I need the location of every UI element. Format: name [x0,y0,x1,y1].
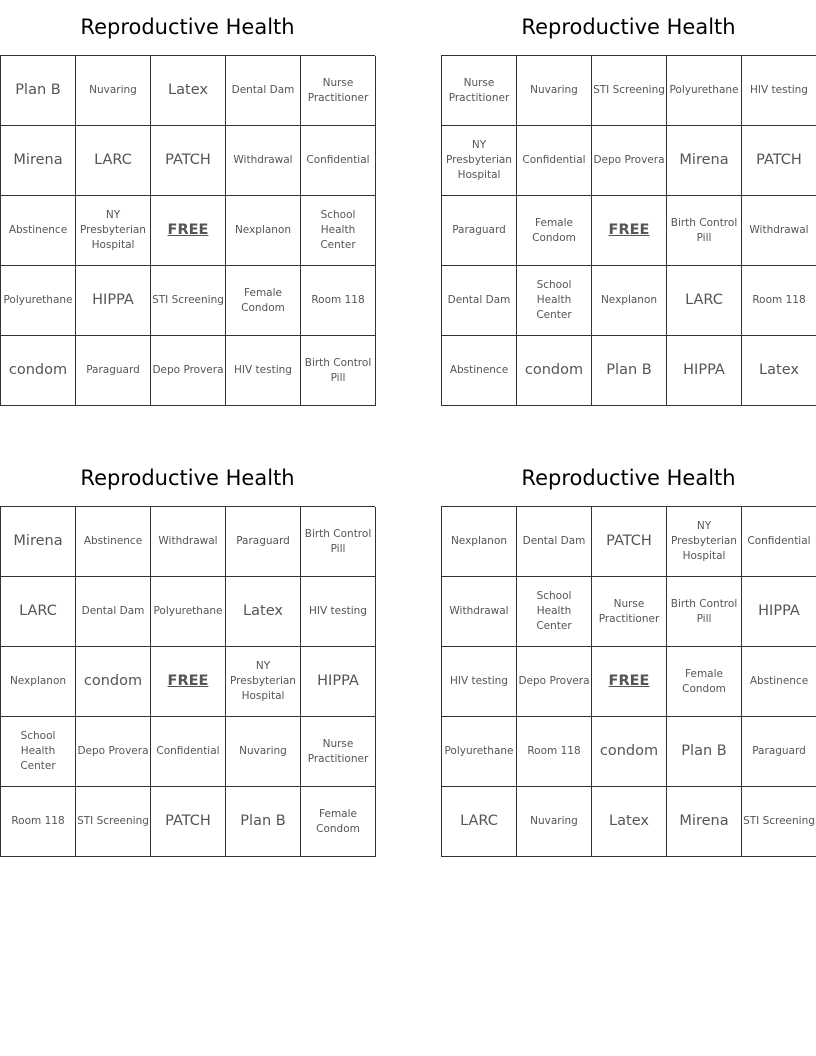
bingo-cell: Female Condom [517,196,592,266]
bingo-cell: Birth Control Pill [667,196,742,266]
bingo-cell: Plan B [226,787,301,857]
bingo-cell: Depo Provera [76,717,151,787]
bingo-cell: PATCH [151,126,226,196]
bingo-cell: PATCH [592,507,667,577]
bingo-cell: Latex [151,56,226,126]
bingo-cell: Confidential [301,126,376,196]
bingo-cell: Plan B [1,56,76,126]
bingo-cell: Paraguard [742,717,816,787]
bingo-cell: Polyurethane [667,56,742,126]
bingo-cell: Room 118 [301,266,376,336]
bingo-card-3 [0,451,375,857]
bingo-cell: Nexplanon [226,196,301,266]
bingo-cell: Mirena [1,507,76,577]
bingo-cell: STI Screening [151,266,226,336]
card-title: Reproductive Health [80,15,295,39]
bingo-cell: Nexplanon [442,507,517,577]
bingo-cell: Nurse Practitioner [301,56,376,126]
bingo-cell: Polyurethane [442,717,517,787]
card-title: Reproductive Health [80,466,295,490]
bingo-cell: STI Screening [76,787,151,857]
bingo-cell: Withdrawal [742,196,816,266]
bingo-cell: HIPPA [301,647,376,717]
bingo-cell: Abstinence [1,196,76,266]
card-title: Reproductive Health [521,15,736,39]
bingo-cell: STI Screening [742,787,816,857]
bingo-cell: Nurse Practitioner [592,577,667,647]
bingo-cell: Nuvaring [517,56,592,126]
bingo-cell: Dental Dam [226,56,301,126]
bingo-cell: Depo Provera [517,647,592,717]
card-title: Reproductive Health [521,466,736,490]
bingo-cell: Mirena [1,126,76,196]
bingo-cell: Female Condom [301,787,376,857]
bingo-cell: Nurse Practitioner [301,717,376,787]
bingo-cell: Nurse Practitioner [442,56,517,126]
bingo-cell: School Health Center [517,577,592,647]
bingo-cell: Birth Control Pill [301,507,376,577]
bingo-card-4 [441,451,816,857]
bingo-cell: Paraguard [226,507,301,577]
bingo-cell: HIV testing [742,56,816,126]
bingo-grid [441,506,816,857]
bingo-cell: Latex [742,336,816,406]
bingo-cell: condom [517,336,592,406]
bingo-cell: HIV testing [226,336,301,406]
free-space-cell: FREE [151,647,226,717]
bingo-cell: Dental Dam [76,577,151,647]
bingo-cell: HIPPA [742,577,816,647]
bingo-cell: NY Presbyterian Hospital [667,507,742,577]
bingo-cell: Latex [592,787,667,857]
bingo-cell: Nexplanon [1,647,76,717]
bingo-cell: Abstinence [76,507,151,577]
bingo-cell: NY Presbyterian Hospital [76,196,151,266]
bingo-cell: Abstinence [442,336,517,406]
bingo-cell: PATCH [151,787,226,857]
bingo-cell: Birth Control Pill [667,577,742,647]
bingo-cell: STI Screening [592,56,667,126]
bingo-cell: HIV testing [301,577,376,647]
bingo-card-1 [0,0,375,406]
bingo-cell: Paraguard [442,196,517,266]
bingo-cell: Depo Provera [151,336,226,406]
bingo-cell: Birth Control Pill [301,336,376,406]
bingo-cell: PATCH [742,126,816,196]
free-space-cell: FREE [151,196,226,266]
bingo-grid [441,55,816,406]
bingo-cell: condom [76,647,151,717]
bingo-cell: School Health Center [1,717,76,787]
bingo-cell: HIV testing [442,647,517,717]
bingo-grid [0,55,375,406]
bingo-cell: Nuvaring [76,56,151,126]
bingo-cell: Nuvaring [517,787,592,857]
bingo-cell: Paraguard [76,336,151,406]
bingo-cell: Withdrawal [151,507,226,577]
bingo-cell: LARC [76,126,151,196]
bingo-cell: Dental Dam [442,266,517,336]
bingo-cell: Nexplanon [592,266,667,336]
bingo-grid [0,506,375,857]
bingo-cell: LARC [667,266,742,336]
bingo-cell: Mirena [667,126,742,196]
bingo-cell: Latex [226,577,301,647]
bingo-cell: Room 118 [742,266,816,336]
bingo-cell: Abstinence [742,647,816,717]
bingo-cell: LARC [1,577,76,647]
bingo-cell: condom [1,336,76,406]
free-space-cell: FREE [592,196,667,266]
bingo-cell: Confidential [517,126,592,196]
bingo-card-2 [441,0,816,406]
bingo-cell: Polyurethane [1,266,76,336]
bingo-cell: Depo Provera [592,126,667,196]
bingo-cell: School Health Center [301,196,376,266]
bingo-cell: Confidential [742,507,816,577]
bingo-cell: Withdrawal [442,577,517,647]
bingo-cell: Plan B [592,336,667,406]
bingo-cell: condom [592,717,667,787]
bingo-cell: Room 118 [517,717,592,787]
bingo-cell: Mirena [667,787,742,857]
free-space-cell: FREE [592,647,667,717]
bingo-cell: Withdrawal [226,126,301,196]
bingo-cell: School Health Center [517,266,592,336]
bingo-cell: Female Condom [667,647,742,717]
bingo-cell: Plan B [667,717,742,787]
bingo-cell: NY Presbyterian Hospital [442,126,517,196]
bingo-cell: Nuvaring [226,717,301,787]
bingo-cell: HIPPA [667,336,742,406]
bingo-cell: Confidential [151,717,226,787]
bingo-cell: Room 118 [1,787,76,857]
bingo-cell: Female Condom [226,266,301,336]
bingo-cell: LARC [442,787,517,857]
bingo-cell: HIPPA [76,266,151,336]
bingo-cell: Dental Dam [517,507,592,577]
bingo-cell: NY Presbyterian Hospital [226,647,301,717]
bingo-cell: Polyurethane [151,577,226,647]
